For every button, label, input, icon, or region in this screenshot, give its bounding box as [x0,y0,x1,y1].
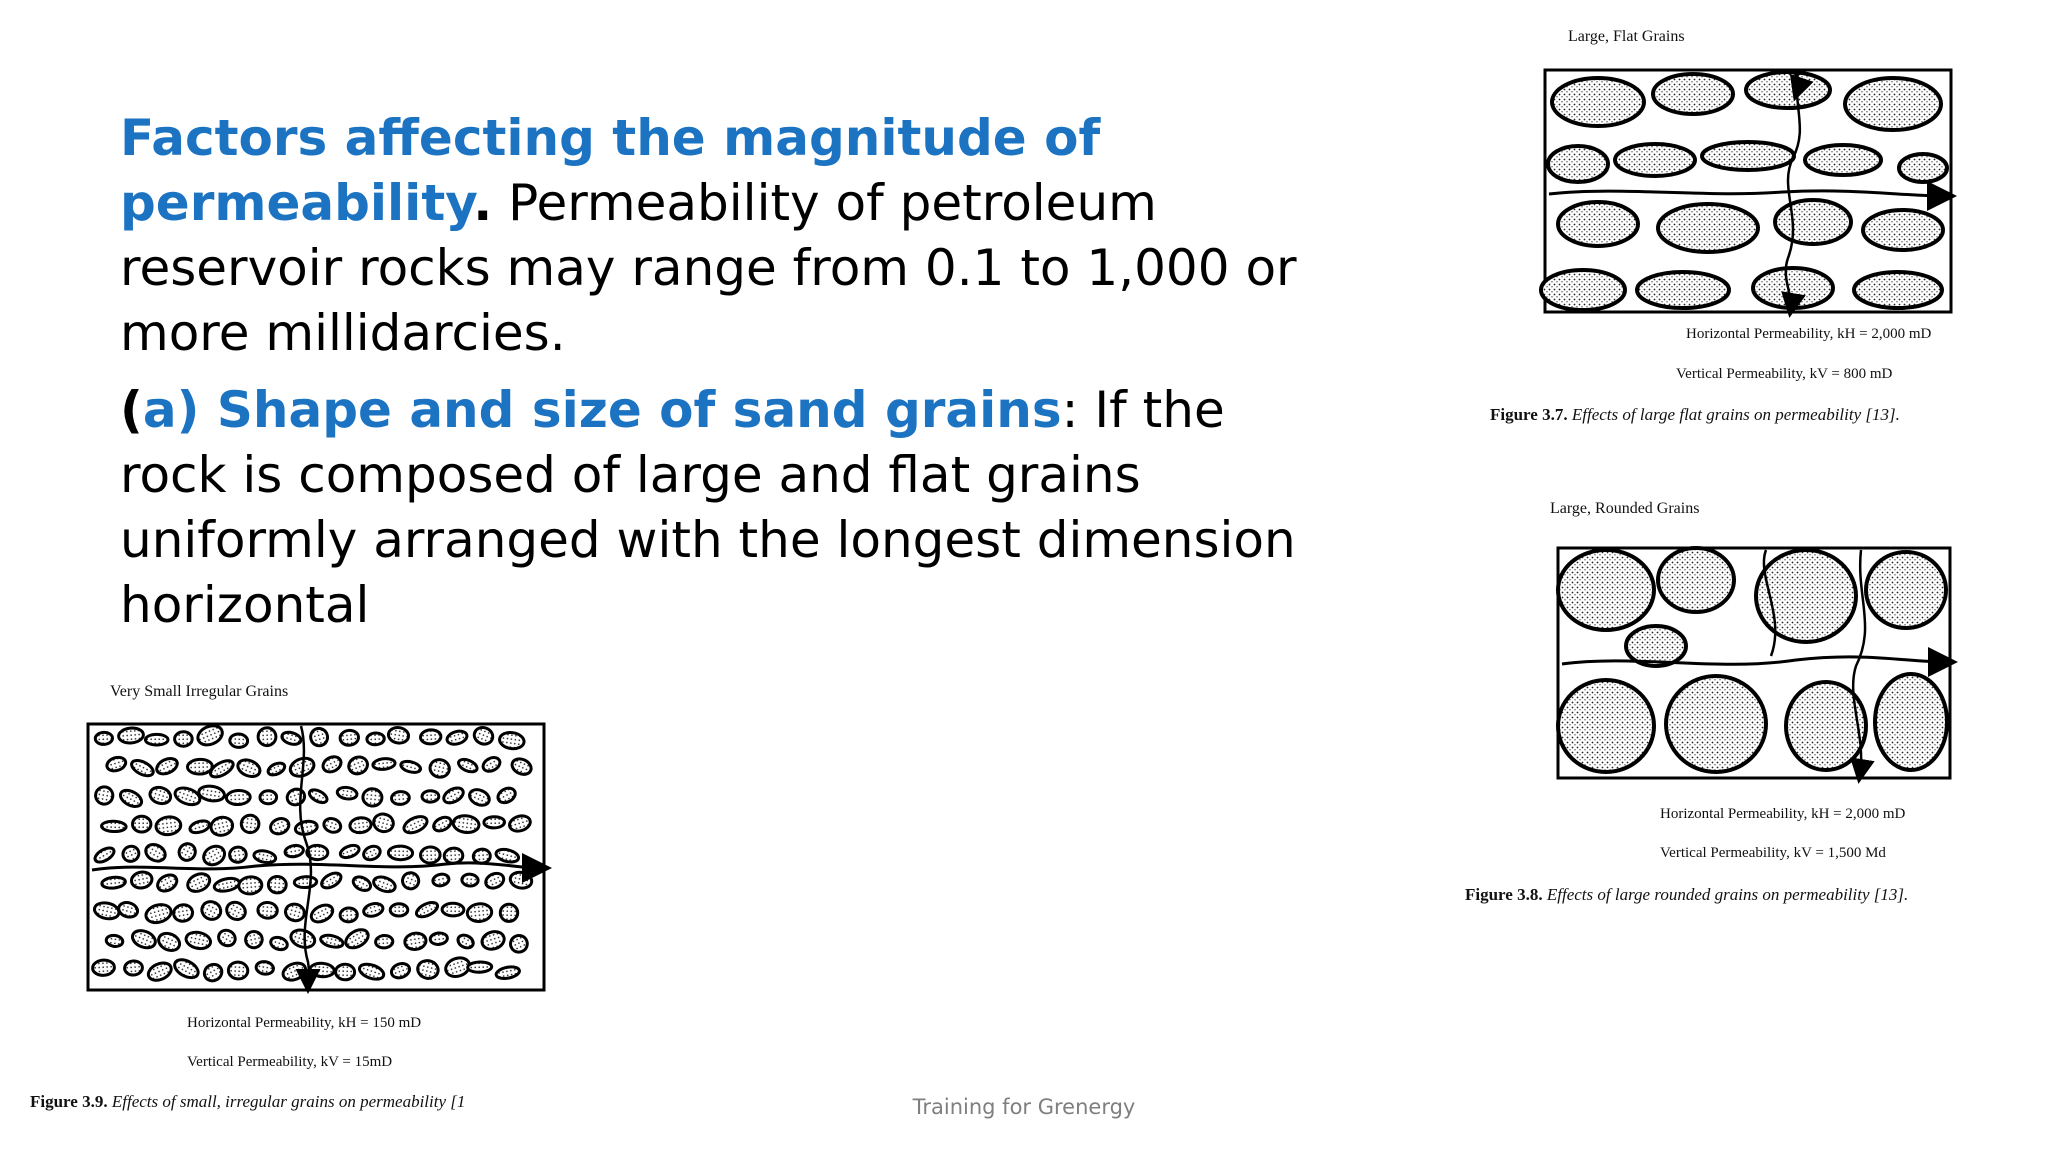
figure-3-8-horizontal-perm: Horizontal Permeability, kH = 2,000 mD [1660,806,1906,822]
sand-grain [229,846,248,863]
figure-3-7-heading: Large, Flat Grains [1568,28,1685,45]
main-text [120,106,1300,650]
figure-3-8-heading: Large, Rounded Grains [1550,500,1700,517]
sand-grain [462,874,479,887]
sand-grain [367,733,385,746]
sand-grain [335,964,355,980]
sand-grain [420,847,440,864]
sand-grain [420,729,441,744]
sand-grain [294,876,317,888]
sand-grain [391,791,410,805]
sand-grain [349,817,372,834]
sand-grain [92,959,115,976]
figure-3-9-caption-text: Effects of small, irregular grains on permeability [1 [107,1092,466,1111]
sand-grain [258,727,277,746]
paragraph-permeability-range [120,106,1300,366]
open-paren: ( [120,381,143,439]
figure-3-8-vertical-perm: Vertical Permeability, kV = 1,500 Md [1660,845,1886,861]
footer-text: Training for Grenergy [912,1095,1136,1119]
figure-3-7-caption-num: Figure 3.7. [1490,405,1568,424]
sand-grain [444,848,464,864]
sand-grain [118,727,144,744]
sand-grain [390,904,408,917]
sand-grain [430,932,448,945]
sand-grain [133,816,151,832]
sand-grain [260,791,277,805]
heading-factors: Factors affecting the magnitude of permeability [120,109,1101,232]
figure-3-7-caption-text: Effects of large flat grains on permeability [13]. [1567,405,1900,424]
sand-grain [94,786,114,806]
paragraph-grain-text: : If the rock is composed of large and flat grains uniformly arranged with the longest dimension horizontal [120,381,1296,634]
figure-3-9-horizontal-perm: Horizontal Permeability, kH = 150 mD [187,1015,422,1031]
rounded-grains-diagram [1556,546,1952,780]
figure-3-8-caption-text: Effects of large rounded grains on permeability [13]. [1542,885,1909,904]
sand-grain [388,846,412,860]
sand-grain [145,734,168,745]
sand-grain [375,935,393,949]
flat-grains-diagram [1543,68,1953,314]
figure-3-9-caption-num: Figure 3.9. [30,1092,108,1111]
sand-grain [257,902,277,919]
sand-grain [228,961,249,979]
sand-grain [268,876,287,894]
sand-grain [340,907,358,922]
sand-grain [422,791,439,803]
sand-grain [466,903,492,923]
sand-grain [229,734,247,748]
heading-shape-size: a) Shape and size of sand grains [142,381,1062,439]
sand-grain [226,790,251,805]
sand-grain [362,788,383,807]
sand-grain [372,758,395,771]
sand-grain [500,904,518,922]
sand-grain [187,759,212,774]
sand-grain [310,962,335,977]
figure-3-8-caption-num: Figure 3.8. [1465,885,1543,904]
figure-3-8-caption [1465,885,1908,905]
figure-3-9-vertical-perm: Vertical Permeability, kV = 15mD [187,1054,393,1070]
sand-grain [124,960,143,975]
paragraph-permeability-text: Permeability of petroleum reservoir rocks may range from 0.1 to 1,000 or more millidarcies. [120,174,1297,362]
figure-3-7-caption [1490,405,1900,425]
sand-grain [101,876,126,889]
figure-3-7-horizontal-perm: Horizontal Permeability, kH = 2,000 mD [1686,326,1932,342]
sand-grain [339,729,359,746]
figure-3-9-heading: Very Small Irregular Grains [110,683,289,700]
sand-grain [174,732,192,747]
sand-grain [238,876,262,895]
sand-grain [468,962,492,973]
sand-grain [95,732,113,745]
sand-grain [442,903,464,916]
sand-grain [240,814,260,833]
sand-grain [255,960,274,975]
figure-3-7-vertical-perm: Vertical Permeability, kV = 800 mD [1676,366,1893,382]
sand-grain [101,821,126,832]
paragraph-grain-shape [120,378,1300,638]
sand-grain [484,817,505,829]
heading-dot: . [473,174,493,232]
sand-grain [106,934,124,947]
irregular-grains-diagram [86,722,546,992]
